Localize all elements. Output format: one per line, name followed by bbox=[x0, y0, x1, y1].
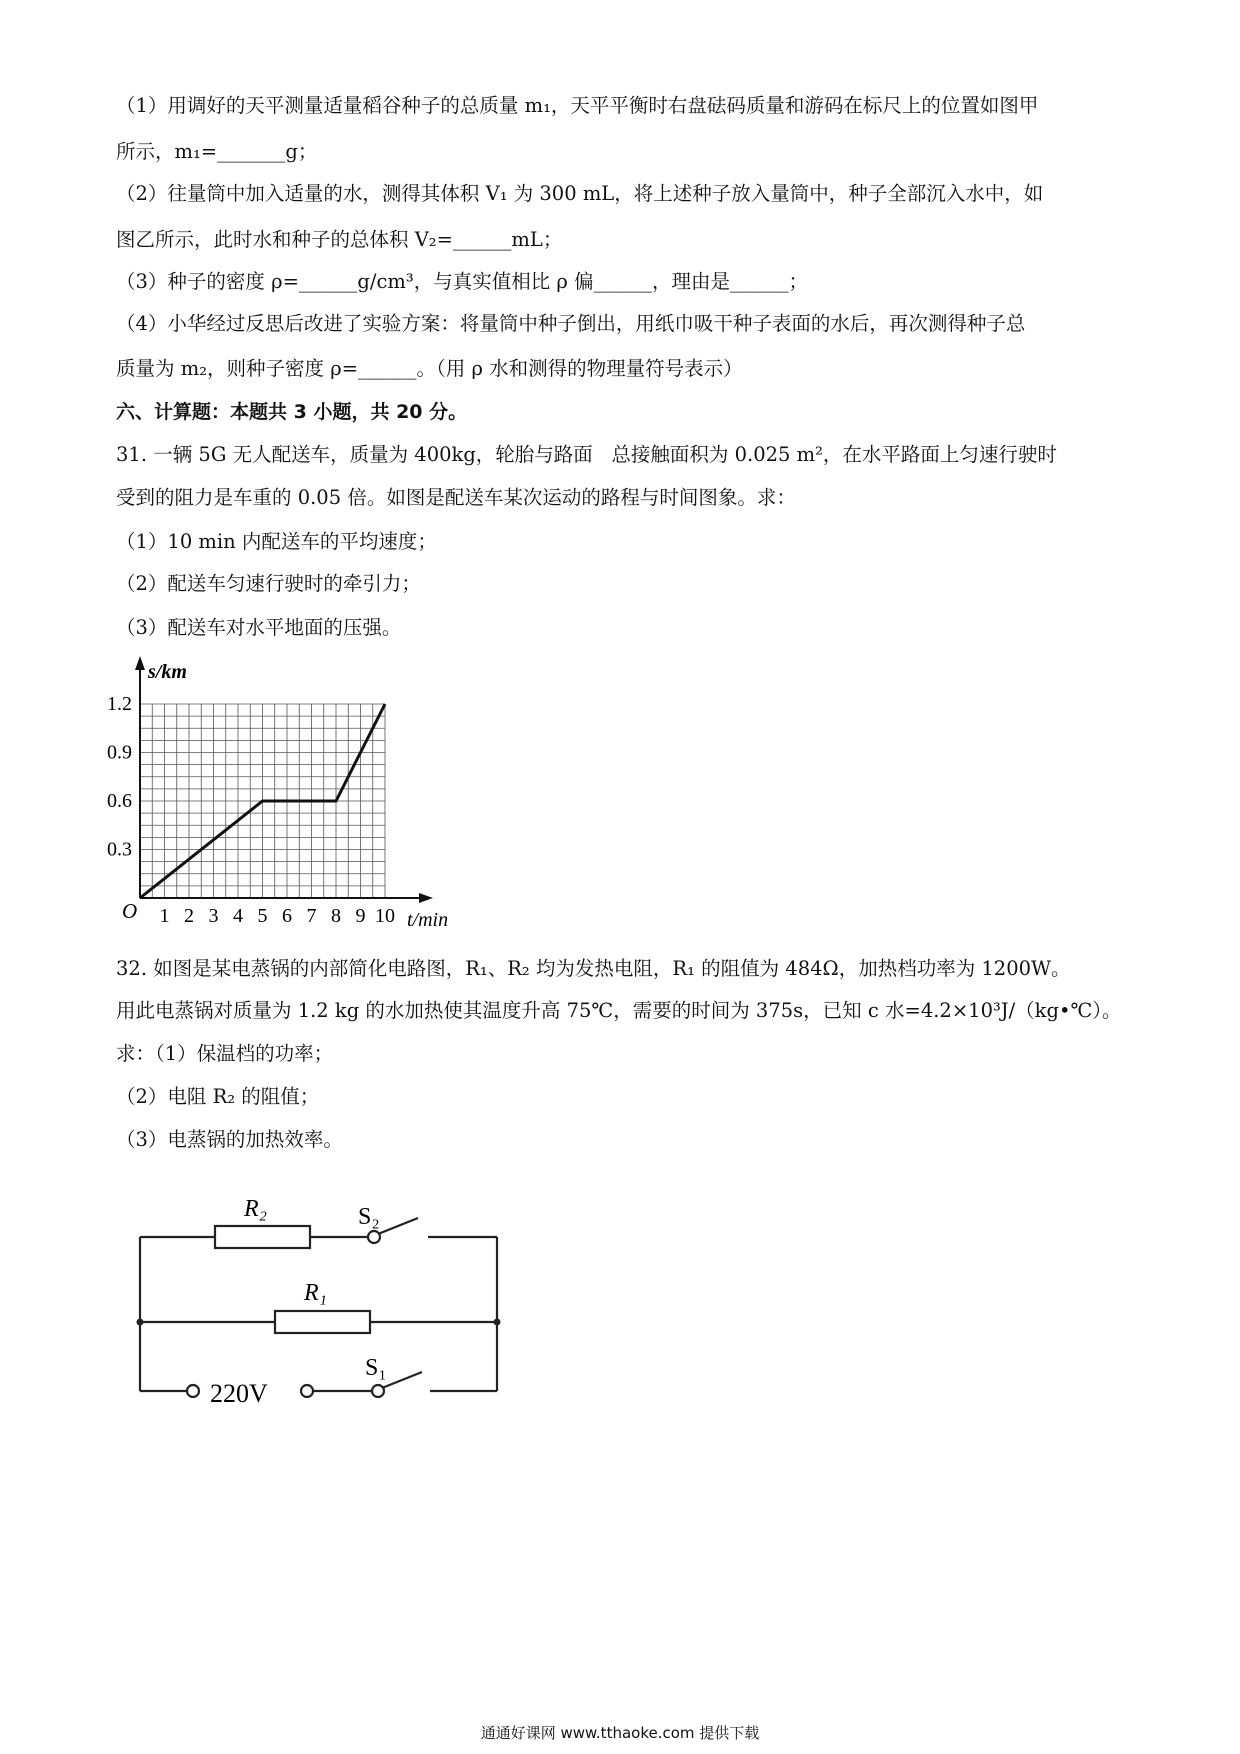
q31-stem-line1: 31. 一辆 5G 无人配送车，质量为 400kg，轮胎与路面 总接触面积为 0.025 m²，在水平路面上匀速行驶时 bbox=[116, 443, 1057, 466]
q32-stem-line2: 用此电蒸锅对质量为 1.2 kg 的水加热使其温度升高 75℃，需要的时间为 375s，已知 c 水=4.2×10³J/（kg•℃）。 bbox=[116, 999, 1122, 1022]
label-r2: R₂ bbox=[244, 1196, 268, 1222]
q30-part2-line2: 图乙所示，此时水和种子的总体积 V₂=______mL； bbox=[116, 228, 563, 251]
terminal-right bbox=[301, 1385, 313, 1397]
x-tick-label: 6 bbox=[282, 905, 292, 927]
switch-s1-blade bbox=[382, 1372, 422, 1388]
q31-sub2: （2）配送车匀速行驶时的牵引力； bbox=[116, 572, 421, 595]
q30-part4-line2: 质量为 m₂，则种子密度 ρ=______。（用 ρ 水和测得的物理量符号表示） bbox=[116, 357, 743, 380]
q30-part1-line2: 所示，m₁=_______g； bbox=[116, 140, 318, 163]
x-tick-label: 10 bbox=[375, 905, 395, 927]
q32-sub2: （2）电阻 R₂ 的阻值； bbox=[116, 1085, 320, 1108]
q30-part3: （3）种子的密度 ρ=______g/cm³，与真实值相比 ρ 偏______，理由是______； bbox=[116, 270, 809, 293]
x-tick-label: 8 bbox=[331, 905, 341, 927]
q30-part4-line1: （4）小华经过反思后改进了实验方案：将量筒中种子倒出，用纸巾吸干种子表面的水后，再次测得种子总 bbox=[116, 312, 1026, 335]
y-tick-label: 0.6 bbox=[107, 790, 132, 812]
section-heading: 六、计算题：本题共 3 小题，共 20 分。 bbox=[116, 401, 468, 423]
footer-source: 通通好课网 www.tthaoke.com 提供下载 bbox=[480, 1724, 760, 1742]
x-tick-label: 3 bbox=[208, 905, 219, 927]
y-tick-label: 0.3 bbox=[107, 838, 132, 861]
x-axis-arrow bbox=[419, 893, 433, 903]
origin-label: O bbox=[122, 899, 138, 923]
label-s1: S₁ bbox=[365, 1355, 387, 1381]
terminal-left bbox=[187, 1385, 199, 1397]
x-tick-label: 4 bbox=[233, 905, 243, 927]
q32-sub1: 求：（1）保温档的功率； bbox=[116, 1042, 334, 1065]
q31-stem-line2: 受到的阻力是车重的 0.05 倍。如图是配送车某次运动的路程与时间图象。求： bbox=[116, 486, 796, 509]
resistor-r1 bbox=[275, 1311, 370, 1333]
x-tick-label: 1 bbox=[159, 905, 170, 927]
q31-sub3: （3）配送车对水平地面的压强。 bbox=[116, 616, 402, 639]
x-axis-label: t/min bbox=[407, 909, 449, 931]
label-voltage: 220V bbox=[210, 1379, 268, 1408]
y-axis-arrow bbox=[135, 656, 145, 670]
q30-part1-line1: （1）用调好的天平测量适量稻谷种子的总质量 m₁，天平平衡时右盘砝码质量和游码在标尺上的位置如图甲 bbox=[116, 94, 1039, 117]
switch-s2-blade bbox=[378, 1218, 418, 1234]
label-s2: S₂ bbox=[358, 1204, 380, 1230]
q31-sub1: （1）10 min 内配送车的平均速度； bbox=[116, 530, 437, 553]
x-tick-label: 5 bbox=[257, 905, 268, 927]
x-tick-label: 9 bbox=[355, 905, 366, 927]
distance-time-chart bbox=[107, 655, 490, 955]
label-r1: R₁ bbox=[304, 1280, 328, 1306]
q32-sub3: （3）电蒸锅的加热效率。 bbox=[116, 1128, 343, 1151]
q30-part2-line1: （2）往量筒中加入适量的水，测得其体积 V₁ 为 300 mL，将上述种子放入量筒中，种子全部沉入水中，如 bbox=[116, 182, 1044, 205]
q32-stem-line1: 32. 如图是某电蒸锅的内部简化电路图，R₁、R₂ 均为发热电阻，R₁ 的阻值为 484Ω，加热档功率为 1200W。 bbox=[116, 957, 1071, 980]
junction-right bbox=[494, 1319, 501, 1326]
y-tick-label: 0.9 bbox=[107, 741, 132, 764]
y-axis-label: s/km bbox=[148, 661, 187, 683]
x-tick-label: 2 bbox=[184, 905, 194, 927]
y-tick-label: 1.2 bbox=[107, 693, 132, 715]
x-tick-label: 7 bbox=[306, 905, 317, 927]
circuit-diagram bbox=[110, 1180, 530, 1420]
resistor-r2 bbox=[215, 1226, 310, 1248]
junction-left bbox=[137, 1319, 144, 1326]
